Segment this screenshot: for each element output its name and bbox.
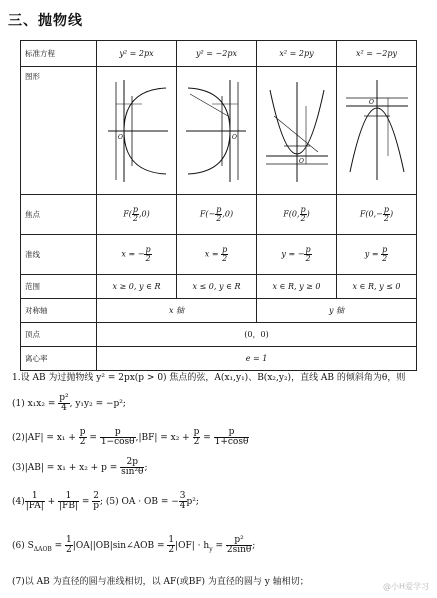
directrix-4: y = $\frac{p}{2}$ [337,235,417,275]
eq-2: y² = −2px [177,41,257,67]
graph-right [97,67,177,195]
row-vertex [21,323,417,347]
label-range: 范围 [21,275,97,299]
origin-label: O [117,133,123,141]
graph-left [177,67,257,195]
row-axis [21,299,417,323]
origin-label: O [231,133,237,141]
graph-down-svg [342,76,412,186]
label-vertex: 顶点 [21,323,97,347]
graph-down [337,67,417,195]
label-focus: 焦点 [21,195,97,235]
label-standard-equation: 标准方程 [21,41,97,67]
vertex-value: (0，0) [97,323,417,347]
eq-1: y² = 2px [97,41,177,67]
label-axis: 对称轴 [21,299,97,323]
row-focus [21,195,417,235]
focus-4: F(0,− $\frac{p}{2}$ ) [337,195,417,235]
watermark: @小H爱学习 [382,582,429,591]
statement-3: (2)|AF| = x₁ + $\frac{p}{2}$ = $\frac{p}{1-\cos\theta}$ ,|BF| = x₂ + $\frac{p}{2}$ = $\frac{p}{1+\cos\theta}$ [12,427,249,447]
row-eccentricity [21,347,417,371]
range-2: x ≤ 0, y ∈ R [177,275,257,299]
origin-label: O [298,157,304,165]
row-range [21,275,417,299]
section-title: 三、抛物线 [8,13,83,29]
eq-3: x² = 2py [257,41,337,67]
origin-label: O [368,98,374,106]
graph-right-svg [102,76,172,186]
graph-up [257,67,337,195]
label-eccentricity: 离心率 [21,347,97,371]
focus-2: F(− $\frac{p}{2}$ ,0) [177,195,257,235]
focus-1: F( $\frac{p}{2}$ ,0) [97,195,177,235]
label-graph: 图形 [21,67,97,195]
parabola-properties-table [20,40,417,371]
statement-5: (4) $\frac{1}{|FA|}$ + $\frac{1}{|FB|}$ = $\frac{2}{p}$ ; (5) OA · OB = − $\frac{3}{4}$ p²; [12,491,199,511]
focus-3: F(0, $\frac{p}{2}$ ) [257,195,337,235]
directrix-2: x = $\frac{p}{2}$ [177,235,257,275]
row-standard-equation [21,41,417,67]
directrix-1: x = − $\frac{p}{2}$ [97,235,177,275]
axis-y: y 轴 [257,299,417,323]
row-graph [21,67,417,195]
range-4: x ∈ R, y ≤ 0 [337,275,417,299]
statement-6: (6) $S_{\Delta AOB}$ = $\frac{1}{2}$ |OA||OB|sin∠AOB = $\frac{1}{2}$ $|OF| \cdot h_y$ = $\frac{\text{p²}}{2\sin\theta}$ ; [12,535,256,555]
eq-4: x² = −2py [337,41,417,67]
range-3: x ∈ R, y ≥ 0 [257,275,337,299]
graph-up-svg [262,76,332,186]
statement-4: (3)|AB| = x₁ + x₂ + p = $\frac{2p}{\text{sin²θ}}$ ; [12,457,148,477]
graph-left-svg [182,76,252,186]
statement-1: 1.设 AB 为过抛物线 y² = 2px(p > 0) 焦点的弦，A(x₁,y₁)、B(x₂,y₂)，直线 AB 的倾斜角为θ，则 [12,373,406,383]
statement-7: (7)以 AB 为直径的圆与准线相切，以 AF(或BF) 为直径的圆与 y 轴相切； [12,577,309,587]
label-directrix: 准线 [21,235,97,275]
directrix-3: y = − $\frac{p}{2}$ [257,235,337,275]
eccentricity-value: e = 1 [97,347,417,371]
axis-x: x 轴 [97,299,257,323]
statement-2: (1) x₁x₂ = $\frac{\text{p²}}{4}$ , y₁y₂ = −p²; [12,393,126,413]
range-1: x ≥ 0, y ∈ R [97,275,177,299]
row-directrix [21,235,417,275]
